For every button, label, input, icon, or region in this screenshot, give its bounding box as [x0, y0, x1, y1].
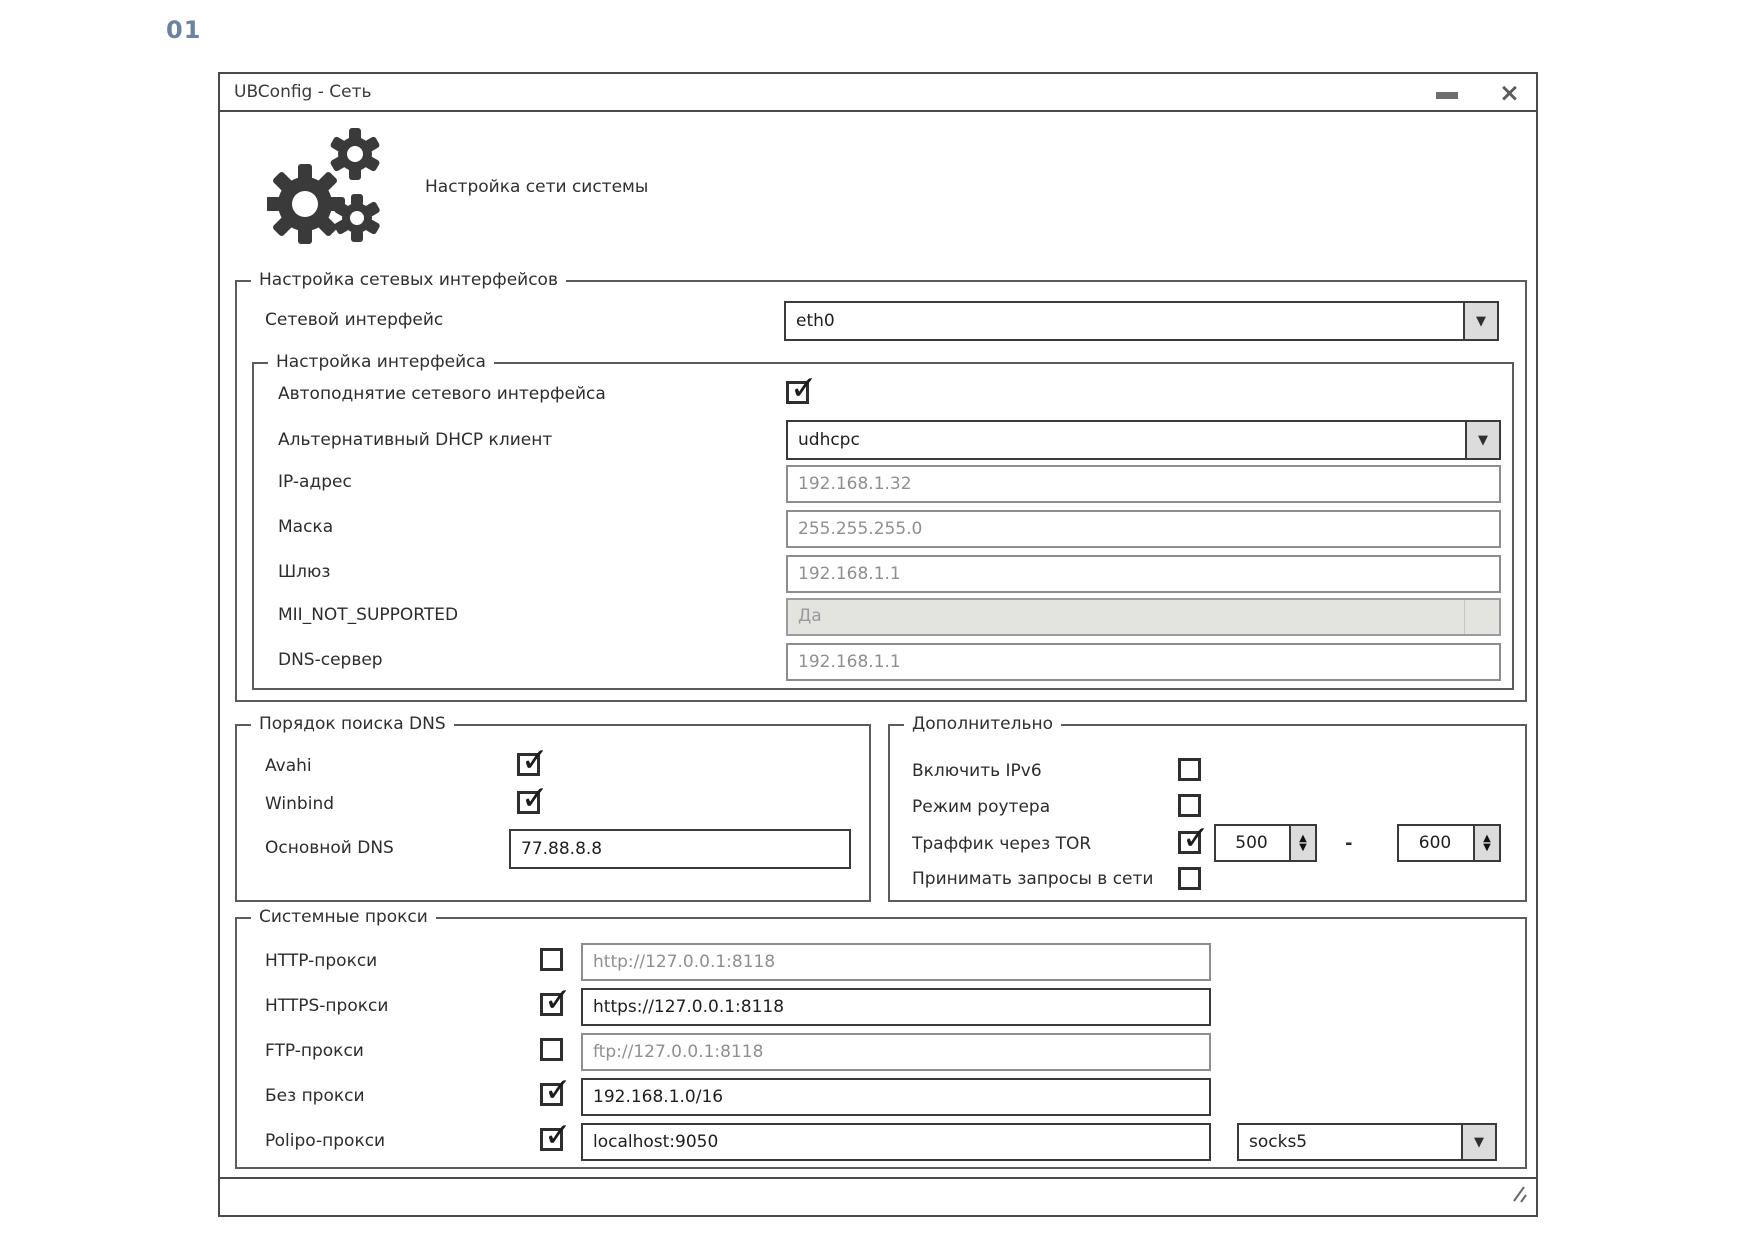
- ftp-proxy-label: FTP-прокси: [265, 1041, 364, 1061]
- tor-port-from-spinner[interactable]: [1214, 824, 1317, 862]
- titlebar[interactable]: [220, 74, 1536, 112]
- gateway-label: Шлюз: [278, 562, 331, 582]
- no-proxy-label: Без прокси: [265, 1086, 365, 1106]
- https-proxy-input[interactable]: [581, 988, 1211, 1026]
- mask-label: Маска: [278, 517, 334, 537]
- https-proxy-label: HTTPS-прокси: [265, 996, 389, 1016]
- ftp-proxy-checkbox[interactable]: [540, 1038, 563, 1061]
- tor-port-to-spinner[interactable]: [1397, 824, 1501, 862]
- status-bar: [220, 1177, 1536, 1215]
- page-number: 01: [166, 16, 202, 44]
- chevron-down-icon[interactable]: ▼: [1465, 422, 1499, 458]
- http-proxy-checkbox[interactable]: [540, 948, 563, 971]
- dns-server-label: DNS-сервер: [278, 650, 383, 670]
- group-dns-order: [235, 714, 871, 902]
- winbind-checkbox[interactable]: ✓: [517, 791, 540, 814]
- polipo-type-value: socks5: [1249, 1132, 1308, 1152]
- spinner-arrows-icon[interactable]: ▲ ▼: [1289, 826, 1315, 860]
- network-interface-select[interactable]: [784, 301, 1499, 341]
- tor-traffic-checkbox[interactable]: ✓: [1178, 831, 1201, 854]
- network-interface-label: Сетевой интерфейс: [265, 310, 444, 330]
- dhcp-client-value: udhcpc: [798, 430, 860, 450]
- ipv6-checkbox[interactable]: [1178, 758, 1201, 781]
- accept-requests-checkbox[interactable]: [1178, 867, 1201, 890]
- group-interface-settings-legend: Настройка интерфейса: [268, 352, 494, 372]
- group-additional-legend: Дополнительно: [904, 714, 1061, 734]
- router-mode-label: Режим роутера: [912, 797, 1051, 817]
- tor-port-range-dash: -: [1345, 833, 1353, 854]
- avahi-label: Avahi: [265, 756, 312, 776]
- polipo-type-select[interactable]: [1237, 1123, 1497, 1161]
- no-proxy-input[interactable]: [581, 1078, 1211, 1116]
- gateway-input[interactable]: [786, 555, 1501, 593]
- mask-input[interactable]: [786, 510, 1501, 548]
- winbind-label: Winbind: [265, 794, 335, 814]
- ipv6-label: Включить IPv6: [912, 761, 1042, 781]
- network-interface-value: eth0: [796, 311, 835, 331]
- close-icon[interactable]: ×: [1499, 78, 1520, 107]
- polipo-proxy-input[interactable]: [581, 1123, 1211, 1161]
- resize-grip-icon[interactable]: [1504, 1185, 1528, 1209]
- polipo-proxy-checkbox[interactable]: ✓: [540, 1128, 563, 1151]
- autoraise-checkbox[interactable]: ✓: [786, 381, 809, 404]
- primary-dns-input[interactable]: [509, 829, 851, 869]
- ip-address-input[interactable]: [786, 465, 1501, 503]
- ubconfig-window: [218, 72, 1538, 1217]
- window-title: UBConfig - Сеть: [234, 82, 372, 102]
- group-network-interfaces: [235, 270, 1527, 702]
- mii-field: [786, 598, 1501, 636]
- mii-label: MII_NOT_SUPPORTED: [278, 605, 459, 625]
- chevron-down-icon[interactable]: ▼: [1463, 303, 1497, 339]
- tor-port-from-value: 500: [1235, 833, 1268, 853]
- http-proxy-label: HTTP-прокси: [265, 951, 378, 971]
- autoraise-label: Автоподнятие сетевого интерфейса: [278, 384, 606, 404]
- group-interface-settings: [252, 352, 1514, 690]
- primary-dns-label: Основной DNS: [265, 838, 394, 858]
- avahi-checkbox[interactable]: ✓: [517, 753, 540, 776]
- dhcp-client-label: Альтернативный DHCP клиент: [278, 430, 553, 450]
- accept-requests-label: Принимать запросы в сети: [912, 869, 1154, 889]
- page-title: Настройка сети системы: [425, 177, 649, 197]
- mii-value: Да: [798, 606, 822, 626]
- group-network-interfaces-legend: Настройка сетевых интерфейсов: [251, 270, 566, 290]
- group-system-proxies-legend: Системные прокси: [251, 907, 436, 927]
- ftp-proxy-input[interactable]: [581, 1033, 1211, 1071]
- router-mode-checkbox[interactable]: [1178, 794, 1201, 817]
- mii-divider: [1464, 600, 1465, 634]
- spinner-arrows-icon[interactable]: ▲ ▼: [1473, 826, 1499, 860]
- group-system-proxies: [235, 907, 1527, 1169]
- ip-address-label: IP-адрес: [278, 472, 352, 492]
- chevron-down-icon[interactable]: ▼: [1461, 1125, 1495, 1159]
- dns-server-input[interactable]: [786, 643, 1501, 681]
- http-proxy-input[interactable]: [581, 943, 1211, 981]
- no-proxy-checkbox[interactable]: ✓: [540, 1083, 563, 1106]
- group-additional: [888, 714, 1527, 902]
- minimize-icon[interactable]: [1436, 92, 1458, 99]
- tor-traffic-label: Траффик через TOR: [912, 834, 1092, 854]
- polipo-proxy-label: Polipo-прокси: [265, 1131, 386, 1151]
- tor-port-to-value: 600: [1418, 833, 1452, 853]
- https-proxy-checkbox[interactable]: ✓: [540, 993, 563, 1016]
- group-dns-order-legend: Порядок поиска DNS: [251, 714, 454, 734]
- dhcp-client-select[interactable]: [786, 420, 1501, 460]
- gears-icon: [267, 126, 387, 246]
